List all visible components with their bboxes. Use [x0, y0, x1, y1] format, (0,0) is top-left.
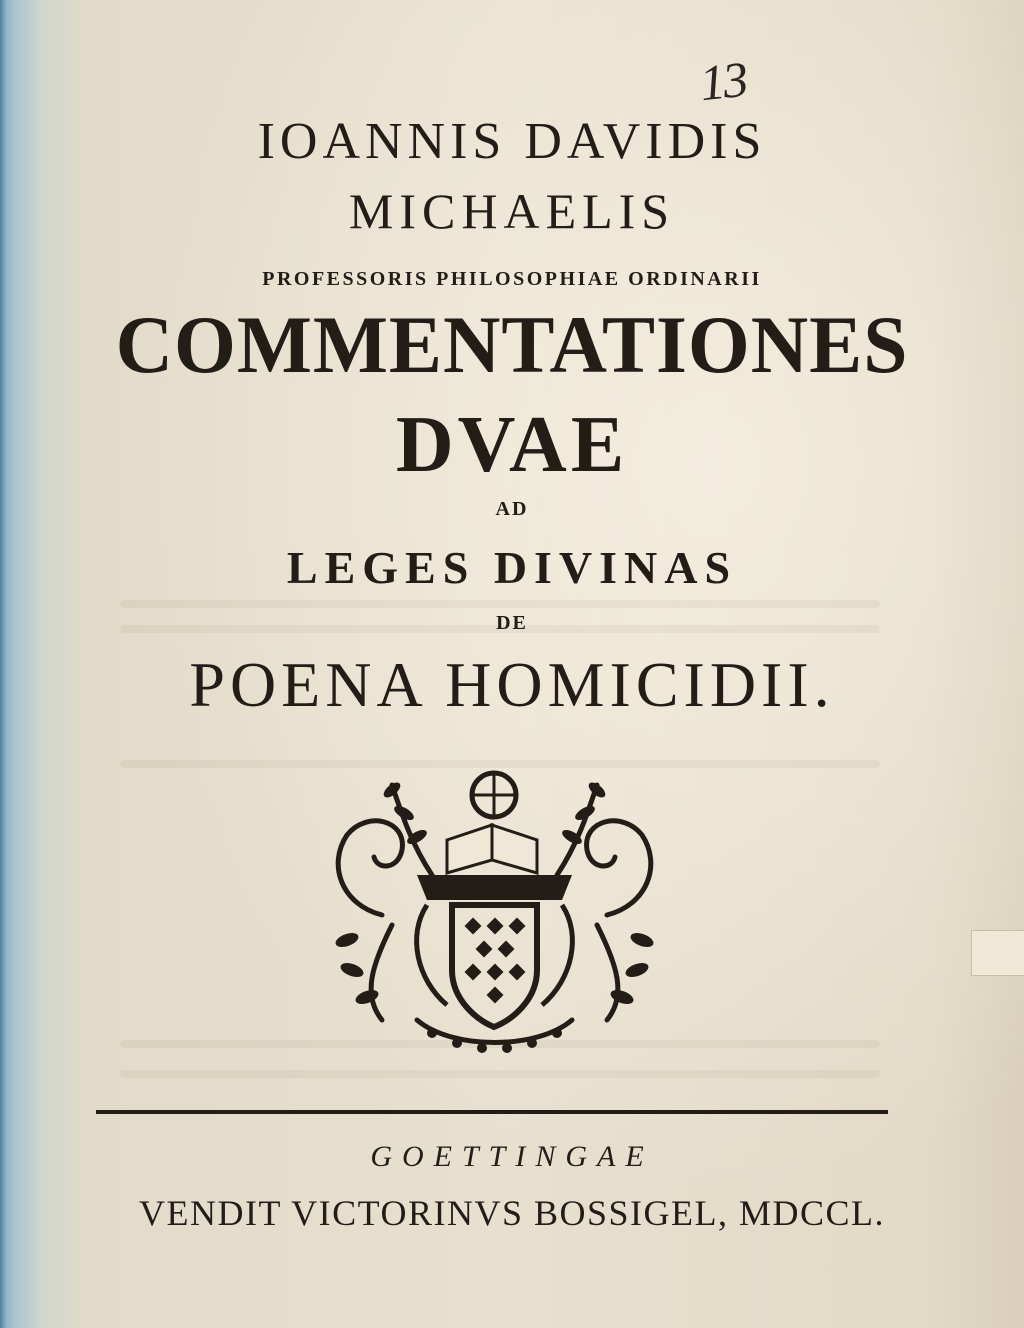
- main-title: COMMENTATIONES: [115, 299, 909, 390]
- connector-de: DE: [496, 612, 528, 634]
- imprint-place: GOETTINGAE: [370, 1140, 654, 1173]
- horizontal-rule: [96, 1110, 888, 1114]
- page-tab-marker: [971, 930, 1024, 976]
- printers-device-ornament-icon: [322, 765, 667, 1060]
- handwritten-page-number: 13: [697, 50, 749, 112]
- subject-line-2: POENA HOMICIDII.: [189, 649, 835, 720]
- author-surname: MICHAELIS: [348, 183, 676, 239]
- author-first-names: IOANNIS DAVIDIS: [257, 113, 767, 170]
- bleed-through-shadow: [120, 600, 880, 608]
- subject-line-1: LEGES DIVINAS: [286, 542, 738, 593]
- bleed-through-shadow: [120, 1070, 880, 1078]
- main-title-continued: DVAE: [395, 401, 629, 489]
- imprint-publisher-date: VENDIT VICTORINVS BOSSIGEL, MDCCL.: [138, 1193, 886, 1233]
- connector-ad: AD: [495, 498, 529, 520]
- author-position: PROFESSORIS PHILOSOPHIAE ORDINARII: [262, 268, 762, 290]
